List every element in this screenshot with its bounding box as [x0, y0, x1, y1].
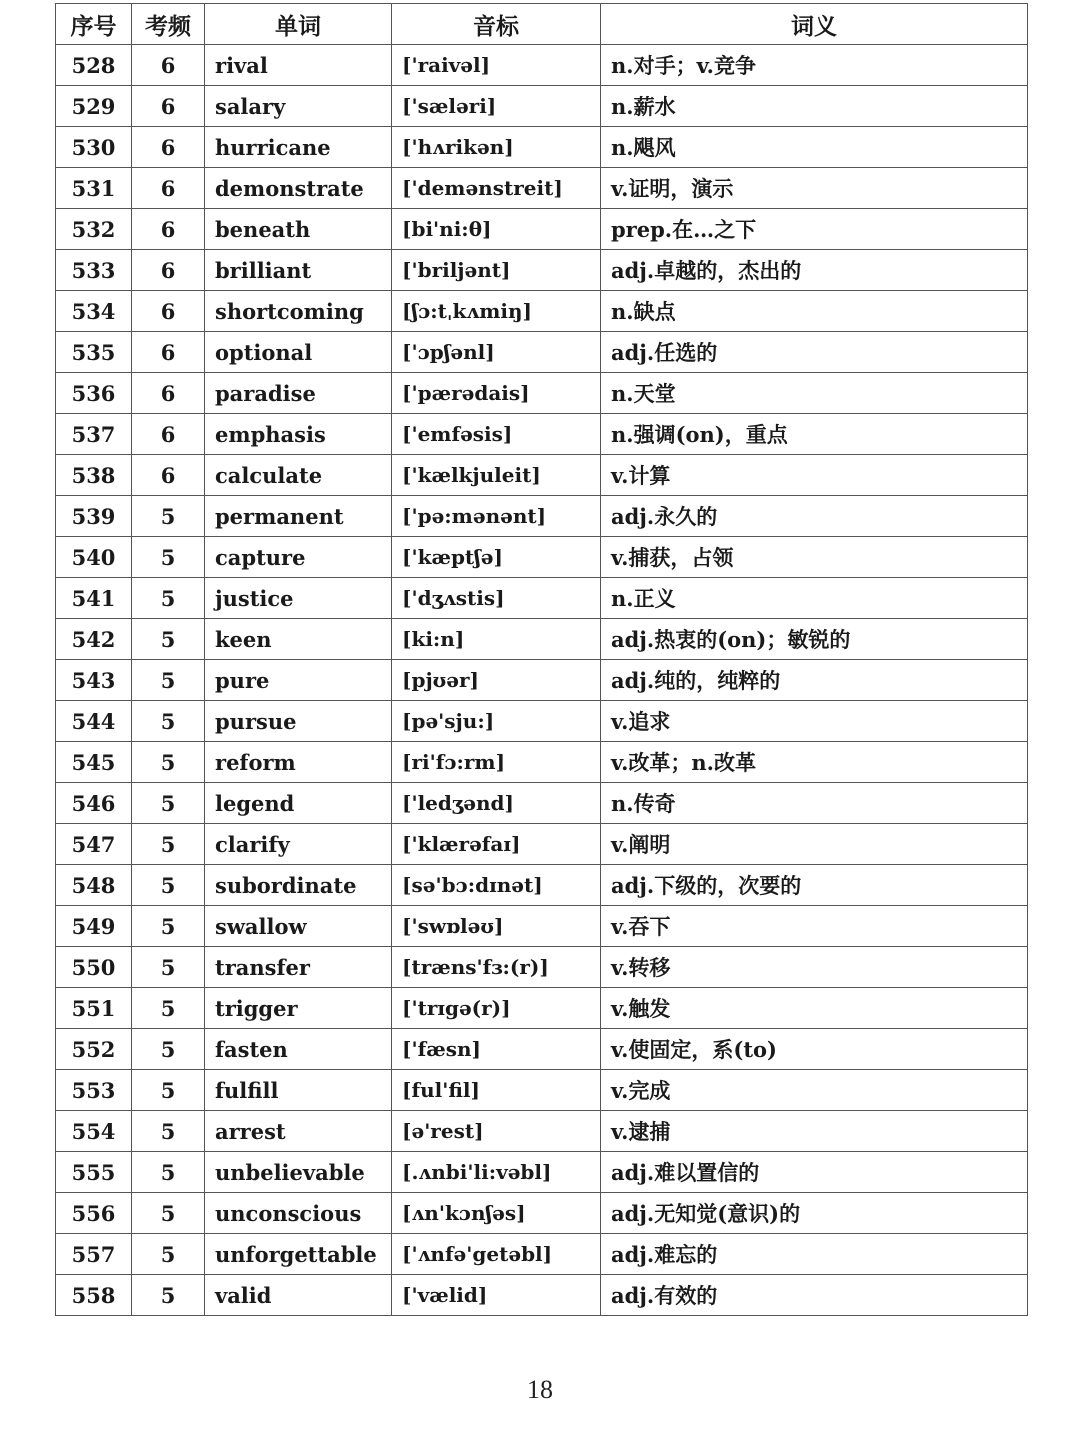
cell-frequency: 5 — [132, 701, 205, 742]
cell-frequency: 5 — [132, 1029, 205, 1070]
cell-phonetic: ['klærəfaɪ] — [392, 824, 601, 865]
cell-definition: n.传奇 — [601, 783, 1028, 824]
cell-phonetic: ['pə:mənənt] — [392, 496, 601, 537]
cell-definition: adj.永久的 — [601, 496, 1028, 537]
cell-phonetic: ['swɒləʊ] — [392, 906, 601, 947]
header-definition: 词义 — [601, 4, 1028, 45]
cell-definition: v.证明，演示 — [601, 168, 1028, 209]
page-number: 18 — [527, 1375, 553, 1404]
cell-phonetic: [ri'fɔ:rm] — [392, 742, 601, 783]
cell-index: 532 — [56, 209, 132, 250]
cell-index: 536 — [56, 373, 132, 414]
cell-index: 538 — [56, 455, 132, 496]
cell-frequency: 5 — [132, 865, 205, 906]
cell-frequency: 6 — [132, 209, 205, 250]
cell-definition: n.飓风 — [601, 127, 1028, 168]
cell-frequency: 5 — [132, 1275, 205, 1316]
cell-word: unforgettable — [205, 1234, 392, 1275]
cell-word: arrest — [205, 1111, 392, 1152]
cell-word: swallow — [205, 906, 392, 947]
table-row — [56, 906, 1028, 947]
table-header-row — [56, 4, 1028, 45]
cell-word: optional — [205, 332, 392, 373]
cell-definition: n.缺点 — [601, 291, 1028, 332]
cell-word: pursue — [205, 701, 392, 742]
cell-phonetic: ['trɪgə(r)] — [392, 988, 601, 1029]
cell-definition: adj.任选的 — [601, 332, 1028, 373]
cell-definition: v.吞下 — [601, 906, 1028, 947]
cell-definition: v.捕获，占领 — [601, 537, 1028, 578]
cell-definition: v.触发 — [601, 988, 1028, 1029]
table-row — [56, 742, 1028, 783]
cell-word: emphasis — [205, 414, 392, 455]
cell-index: 541 — [56, 578, 132, 619]
cell-word: fasten — [205, 1029, 392, 1070]
cell-index: 556 — [56, 1193, 132, 1234]
cell-definition: v.逮捕 — [601, 1111, 1028, 1152]
cell-index: 544 — [56, 701, 132, 742]
cell-phonetic: [bi'ni:θ] — [392, 209, 601, 250]
cell-word: fulfill — [205, 1070, 392, 1111]
cell-index: 545 — [56, 742, 132, 783]
cell-definition: adj.纯的，纯粹的 — [601, 660, 1028, 701]
cell-frequency: 6 — [132, 414, 205, 455]
cell-frequency: 5 — [132, 783, 205, 824]
cell-phonetic: ['fæsn] — [392, 1029, 601, 1070]
table-row — [56, 988, 1028, 1029]
table-row — [56, 1029, 1028, 1070]
cell-phonetic: ['hʌrikən] — [392, 127, 601, 168]
cell-index: 534 — [56, 291, 132, 332]
cell-phonetic: [ə'rest] — [392, 1111, 601, 1152]
cell-definition: adj.热衷的(on)；敏锐的 — [601, 619, 1028, 660]
cell-definition: adj.难忘的 — [601, 1234, 1028, 1275]
cell-index: 547 — [56, 824, 132, 865]
table-row — [56, 701, 1028, 742]
table-row — [56, 250, 1028, 291]
cell-frequency: 6 — [132, 455, 205, 496]
cell-definition: v.转移 — [601, 947, 1028, 988]
cell-phonetic: ['dʒʌstis] — [392, 578, 601, 619]
cell-frequency: 6 — [132, 250, 205, 291]
cell-definition: v.追求 — [601, 701, 1028, 742]
table-row — [56, 332, 1028, 373]
cell-phonetic: [pə'sju:] — [392, 701, 601, 742]
cell-word: brilliant — [205, 250, 392, 291]
table-row — [56, 291, 1028, 332]
table-row — [56, 578, 1028, 619]
cell-index: 530 — [56, 127, 132, 168]
table-row — [56, 414, 1028, 455]
cell-definition: adj.卓越的，杰出的 — [601, 250, 1028, 291]
table-row — [56, 373, 1028, 414]
cell-frequency: 5 — [132, 1111, 205, 1152]
cell-frequency: 5 — [132, 578, 205, 619]
cell-phonetic: ['pærədais] — [392, 373, 601, 414]
table-row — [56, 1070, 1028, 1111]
cell-word: justice — [205, 578, 392, 619]
cell-word: valid — [205, 1275, 392, 1316]
cell-frequency: 5 — [132, 988, 205, 1029]
cell-definition: adj.难以置信的 — [601, 1152, 1028, 1193]
cell-word: transfer — [205, 947, 392, 988]
cell-word: keen — [205, 619, 392, 660]
cell-phonetic: ['kælkjuleit] — [392, 455, 601, 496]
table-row — [56, 496, 1028, 537]
cell-index: 537 — [56, 414, 132, 455]
table-row — [56, 619, 1028, 660]
cell-index: 552 — [56, 1029, 132, 1070]
cell-word: demonstrate — [205, 168, 392, 209]
cell-index: 533 — [56, 250, 132, 291]
cell-phonetic: ['demənstreit] — [392, 168, 601, 209]
cell-frequency: 6 — [132, 168, 205, 209]
cell-frequency: 5 — [132, 824, 205, 865]
cell-frequency: 5 — [132, 660, 205, 701]
cell-word: subordinate — [205, 865, 392, 906]
cell-definition: adj.下级的，次要的 — [601, 865, 1028, 906]
cell-definition: adj.有效的 — [601, 1275, 1028, 1316]
cell-definition: adj.无知觉(意识)的 — [601, 1193, 1028, 1234]
cell-word: capture — [205, 537, 392, 578]
cell-phonetic: ['kæptʃə] — [392, 537, 601, 578]
header-word: 单词 — [205, 4, 392, 45]
cell-index: 549 — [56, 906, 132, 947]
cell-phonetic: ['ledʒənd] — [392, 783, 601, 824]
table-row — [56, 660, 1028, 701]
cell-phonetic: ['emfəsis] — [392, 414, 601, 455]
cell-frequency: 5 — [132, 1234, 205, 1275]
cell-definition: prep.在…之下 — [601, 209, 1028, 250]
cell-index: 553 — [56, 1070, 132, 1111]
cell-phonetic: [ful'fil] — [392, 1070, 601, 1111]
cell-frequency: 5 — [132, 1070, 205, 1111]
cell-definition: v.完成 — [601, 1070, 1028, 1111]
cell-definition: v.计算 — [601, 455, 1028, 496]
header-frequency: 考频 — [132, 4, 205, 45]
cell-word: shortcoming — [205, 291, 392, 332]
table-row — [56, 455, 1028, 496]
cell-frequency: 5 — [132, 906, 205, 947]
cell-frequency: 6 — [132, 127, 205, 168]
table-row — [56, 168, 1028, 209]
cell-word: unconscious — [205, 1193, 392, 1234]
cell-frequency: 6 — [132, 291, 205, 332]
cell-phonetic: [pjʊər] — [392, 660, 601, 701]
cell-word: trigger — [205, 988, 392, 1029]
cell-word: hurricane — [205, 127, 392, 168]
cell-phonetic: [træns'fɜ:(r)] — [392, 947, 601, 988]
cell-index: 550 — [56, 947, 132, 988]
cell-word: clarify — [205, 824, 392, 865]
cell-index: 554 — [56, 1111, 132, 1152]
cell-definition: v.使固定，系(to) — [601, 1029, 1028, 1070]
cell-frequency: 6 — [132, 373, 205, 414]
cell-word: rival — [205, 45, 392, 86]
table-row — [56, 824, 1028, 865]
cell-word: legend — [205, 783, 392, 824]
cell-frequency: 6 — [132, 86, 205, 127]
table-row — [56, 86, 1028, 127]
cell-frequency: 5 — [132, 1152, 205, 1193]
table-row — [56, 947, 1028, 988]
cell-index: 546 — [56, 783, 132, 824]
cell-index: 540 — [56, 537, 132, 578]
cell-phonetic: [ʌn'kɔnʃəs] — [392, 1193, 601, 1234]
cell-index: 555 — [56, 1152, 132, 1193]
cell-frequency: 5 — [132, 619, 205, 660]
cell-phonetic: [.ʌnbi'li:vəbl] — [392, 1152, 601, 1193]
table-row — [56, 209, 1028, 250]
cell-definition: n.对手；v.竞争 — [601, 45, 1028, 86]
table-body — [56, 45, 1028, 1316]
cell-definition: n.强调(on)，重点 — [601, 414, 1028, 455]
table-row — [56, 1111, 1028, 1152]
cell-index: 539 — [56, 496, 132, 537]
vocabulary-table — [55, 3, 1028, 1316]
table-row — [56, 127, 1028, 168]
cell-word: reform — [205, 742, 392, 783]
header-phonetic: 音标 — [392, 4, 601, 45]
table-row — [56, 783, 1028, 824]
cell-frequency: 5 — [132, 947, 205, 988]
cell-word: permanent — [205, 496, 392, 537]
cell-phonetic: ['ʌnfə'getəbl] — [392, 1234, 601, 1275]
cell-phonetic: ['vælid] — [392, 1275, 601, 1316]
cell-index: 529 — [56, 86, 132, 127]
table-row — [56, 1275, 1028, 1316]
cell-phonetic: [sə'bɔ:dɪnət] — [392, 865, 601, 906]
cell-definition: n.正义 — [601, 578, 1028, 619]
cell-definition: n.天堂 — [601, 373, 1028, 414]
cell-word: calculate — [205, 455, 392, 496]
cell-index: 542 — [56, 619, 132, 660]
cell-index: 557 — [56, 1234, 132, 1275]
cell-definition: n.薪水 — [601, 86, 1028, 127]
cell-phonetic: [ki:n] — [392, 619, 601, 660]
cell-word: paradise — [205, 373, 392, 414]
cell-phonetic: [ʃɔ:tˌkʌmiŋ] — [392, 291, 601, 332]
table-row — [56, 865, 1028, 906]
header-index: 序号 — [56, 4, 132, 45]
cell-word: salary — [205, 86, 392, 127]
table-row — [56, 1234, 1028, 1275]
table-row — [56, 537, 1028, 578]
cell-frequency: 6 — [132, 45, 205, 86]
cell-frequency: 5 — [132, 537, 205, 578]
cell-index: 543 — [56, 660, 132, 701]
cell-word: beneath — [205, 209, 392, 250]
cell-word: unbelievable — [205, 1152, 392, 1193]
cell-frequency: 5 — [132, 496, 205, 537]
cell-definition: v.阐明 — [601, 824, 1028, 865]
cell-index: 528 — [56, 45, 132, 86]
cell-frequency: 5 — [132, 1193, 205, 1234]
table-row — [56, 45, 1028, 86]
table-row — [56, 1193, 1028, 1234]
cell-phonetic: ['briljənt] — [392, 250, 601, 291]
cell-phonetic: ['raivəl] — [392, 45, 601, 86]
cell-frequency: 6 — [132, 332, 205, 373]
cell-frequency: 5 — [132, 742, 205, 783]
cell-index: 551 — [56, 988, 132, 1029]
cell-index: 535 — [56, 332, 132, 373]
cell-word: pure — [205, 660, 392, 701]
cell-index: 548 — [56, 865, 132, 906]
cell-definition: v.改革；n.改革 — [601, 742, 1028, 783]
cell-index: 531 — [56, 168, 132, 209]
cell-index: 558 — [56, 1275, 132, 1316]
table-row — [56, 1152, 1028, 1193]
cell-phonetic: ['sæləri] — [392, 86, 601, 127]
cell-phonetic: ['ɔpʃənl] — [392, 332, 601, 373]
